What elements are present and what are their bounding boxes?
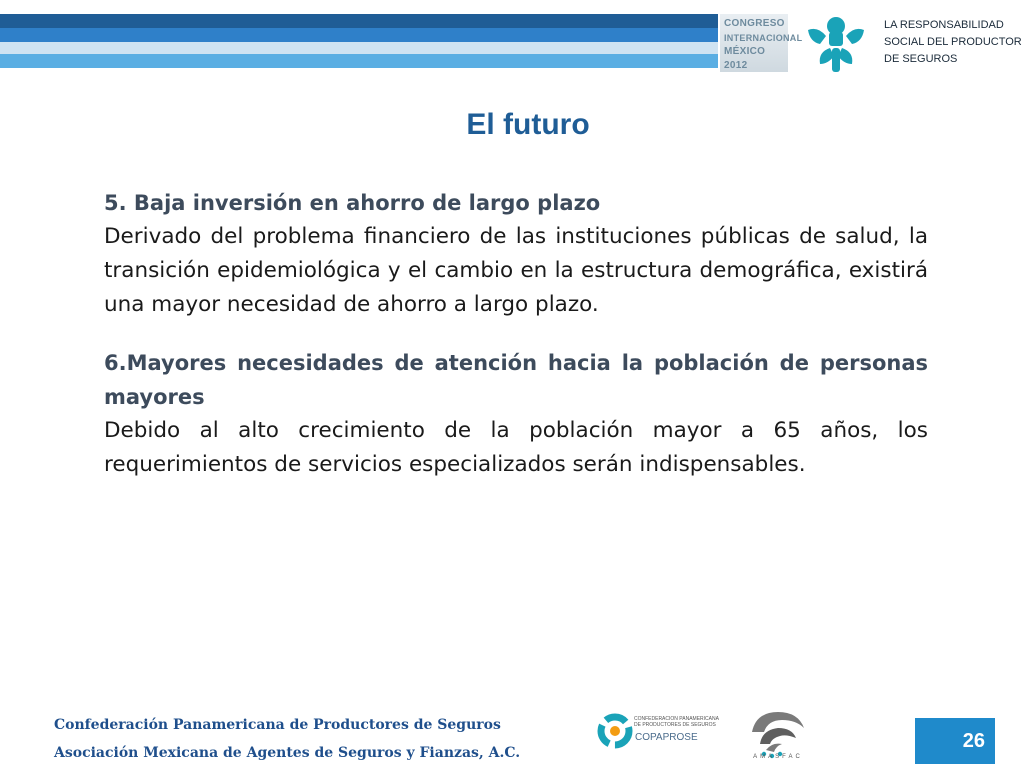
- header-stripe: [0, 14, 718, 28]
- congreso-line: CONGRESO: [724, 18, 785, 29]
- copaprose-small-text: CONFEDERACION PANAMERICANA DE PRODUCTORES DE SEGUROS: [634, 716, 719, 728]
- header-stripe: [0, 42, 718, 54]
- responsabilidad-logo-text: [884, 17, 1024, 68]
- amasfac-label: AMASFAC: [753, 754, 803, 760]
- congreso-line: INTERNACIONAL: [724, 33, 803, 43]
- responsabilidad-line: DE SEGUROS: [884, 53, 958, 65]
- copaprose-name: COPAPROSE: [635, 732, 698, 743]
- footer-org-line: Asociación Mexicana de Agentes de Seguros y Fianzas, A.C.: [54, 745, 521, 761]
- header-stripe: [0, 0, 718, 14]
- footer-organizations: [54, 711, 520, 767]
- copaprose-ring-icon: [597, 710, 633, 752]
- header-stripe: [0, 54, 718, 68]
- spacer: [104, 322, 928, 346]
- item-paragraph: Derivado del problema financiero de las instituciones públicas de salud, la transición epidemiológica y el cambio en la estructura demográfica, existirá una mayor necesidad de ahorro a largo plazo.: [104, 224, 928, 317]
- slide-content: [104, 186, 928, 482]
- footer-org-line: Confederación Panamericana de Productores de Seguros: [54, 717, 501, 733]
- responsabilidad-line: LA RESPONSABILIDAD: [884, 19, 1004, 31]
- page-number-badge: [915, 718, 995, 764]
- item-heading: 5. Baja inversión en ahorro de largo plazo: [104, 191, 601, 215]
- page-number: 26: [962, 730, 985, 752]
- item-heading: 6.Mayores necesidades de atención hacia la población de personas mayores: [104, 351, 928, 409]
- header-stripes: [0, 0, 718, 72]
- slide-title: El futuro: [466, 108, 590, 141]
- header-stripe: [0, 28, 718, 42]
- responsabilidad-line: SOCIAL DEL PRODUCTOR: [884, 36, 1022, 48]
- copaprose-logo: [597, 706, 717, 756]
- item-paragraph: Debido al alto crecimiento de la población mayor a 65 años, los requerimientos de servicios especializados serán indispensables.: [104, 418, 928, 477]
- congreso-logo-text: [724, 17, 803, 73]
- teal-asterisk-emblem-icon: [800, 8, 872, 80]
- congreso-line: MÉXICO 2012: [724, 46, 766, 71]
